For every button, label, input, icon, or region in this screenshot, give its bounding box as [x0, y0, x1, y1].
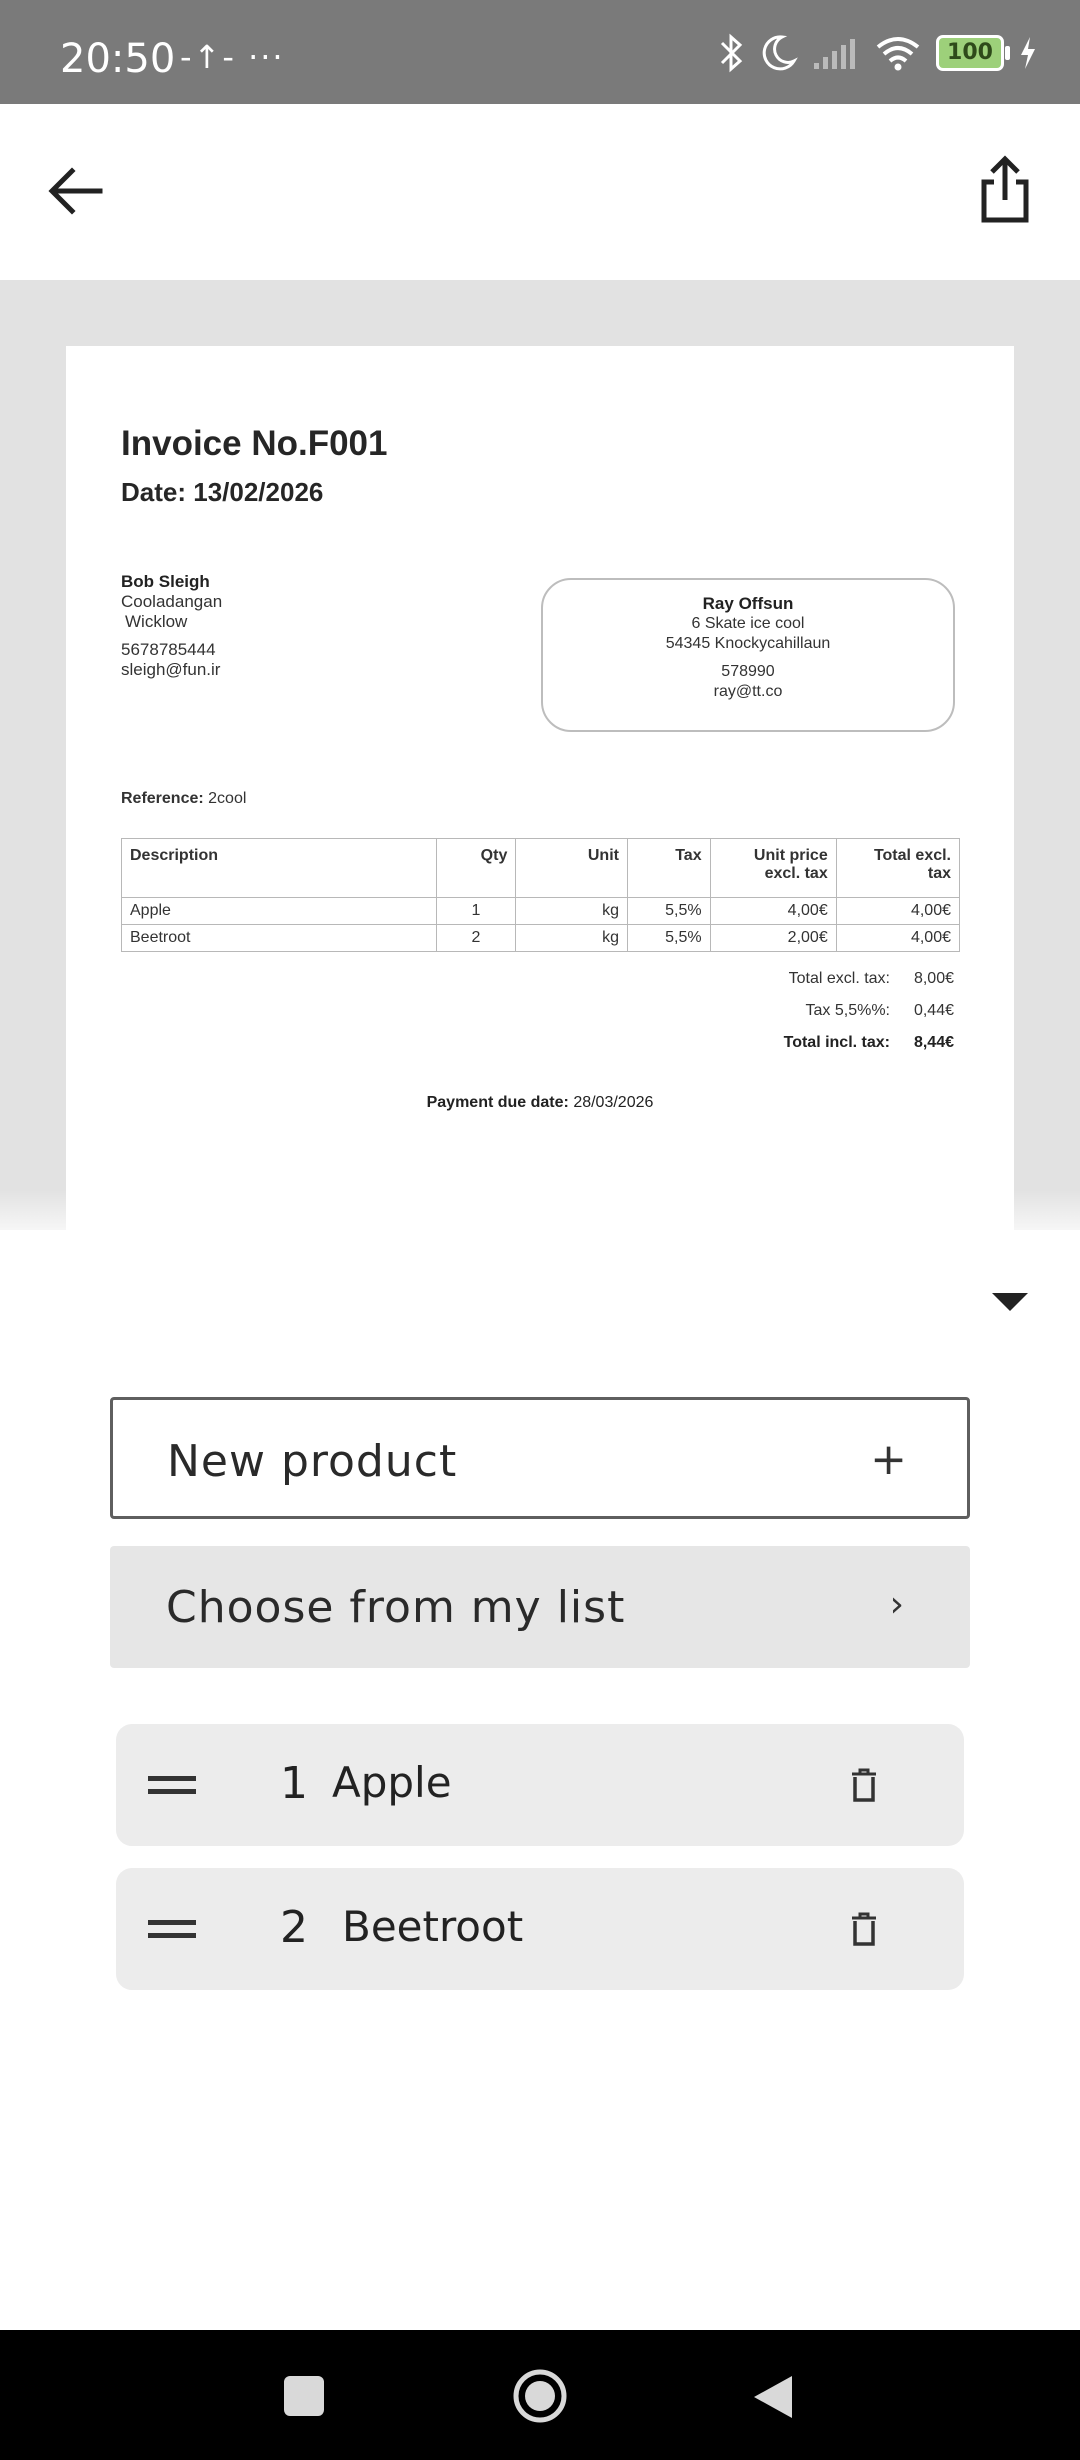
payment-due-value: 28/03/2026	[573, 1094, 654, 1111]
sender-email: sleigh@fun.ir	[121, 660, 221, 679]
app-bar	[0, 104, 1080, 280]
tax-label: Tax 5,5%%:	[805, 1002, 890, 1019]
invoice-title: Invoice No.F001	[121, 424, 388, 463]
charging-icon	[1018, 35, 1038, 71]
col-unit: Unit	[516, 839, 628, 898]
tax-value: 0,44€	[913, 1002, 954, 1019]
cell-total: 4,00€	[836, 898, 959, 925]
cell-qty: 2	[436, 925, 516, 952]
col-unit-price-line2: excl. tax	[764, 865, 828, 882]
product-name: Beetroot	[342, 1902, 524, 1951]
cell-description: Apple	[122, 898, 437, 925]
invoice-page	[66, 346, 1014, 1230]
col-unit-price-line1: Unit price	[753, 847, 828, 864]
status-time: 20:50	[60, 36, 176, 82]
payment-due-label: Payment due date:	[426, 1094, 569, 1111]
total-incl-label: Total incl. tax:	[783, 1034, 890, 1051]
recipient-email: ray@tt.co	[713, 683, 783, 700]
preview-fade	[0, 1190, 1080, 1230]
new-product-label: New product	[167, 1436, 458, 1487]
product-name: Apple	[332, 1758, 452, 1807]
total-excl-value: 8,00€	[913, 970, 954, 987]
trash-icon[interactable]	[850, 1768, 878, 1802]
cell-tax: 5,5%	[627, 898, 710, 925]
sender-address-line2: Wicklow	[125, 612, 188, 631]
choose-from-list-label: Choose from my list	[166, 1582, 626, 1633]
plus-icon: +	[870, 1434, 907, 1485]
col-unit-price	[710, 839, 836, 898]
recipient-address-line2: 54345 Knockycahillaun	[665, 635, 831, 652]
signal-icon	[812, 35, 860, 71]
invoice-preview[interactable]	[0, 280, 1080, 1230]
wifi-icon	[874, 33, 922, 73]
invoice-table	[121, 838, 960, 952]
sender-block	[121, 572, 222, 680]
cell-unit-price: 2,00€	[710, 925, 836, 952]
recents-square-icon[interactable]	[284, 2376, 324, 2416]
status-bar	[0, 0, 1080, 104]
col-qty: Qty	[436, 839, 516, 898]
status-icons	[718, 28, 1038, 78]
product-item[interactable]	[116, 1724, 964, 1846]
cell-unit: kg	[516, 898, 628, 925]
navigation-bar	[0, 2330, 1080, 2460]
tax-row	[784, 1002, 954, 1020]
product-item[interactable]	[116, 1868, 964, 1990]
table-row	[122, 898, 960, 925]
cell-tax: 5,5%	[627, 925, 710, 952]
cell-description: Beetroot	[122, 925, 437, 952]
total-incl-row	[784, 1034, 954, 1052]
sender-address-line1: Cooladangan	[121, 592, 223, 611]
payment-due	[66, 1094, 1014, 1112]
sender-name: Bob Sleigh	[121, 572, 210, 591]
drag-handle-icon[interactable]	[148, 1918, 196, 1940]
status-extra-icons: -↑- ···	[180, 38, 285, 76]
home-circle-icon[interactable]	[512, 2368, 568, 2424]
col-total-line1: Total excl.	[873, 847, 951, 864]
reference	[121, 790, 246, 808]
cell-total: 4,00€	[836, 925, 959, 952]
invoice-date: Date: 13/02/2026	[121, 477, 324, 507]
chevron-right-icon: ›	[889, 1584, 904, 1625]
cell-qty: 1	[436, 898, 516, 925]
moon-icon	[760, 33, 798, 73]
choose-from-list-button[interactable]	[110, 1546, 970, 1668]
reference-label: Reference:	[121, 790, 204, 807]
product-number: 2	[280, 1902, 308, 1953]
recipient-address-line1: 6 Skate ice cool	[691, 615, 805, 632]
back-triangle-icon[interactable]	[752, 2374, 794, 2420]
recipient-block	[541, 578, 955, 732]
totals-block	[784, 970, 954, 1066]
new-product-button[interactable]	[110, 1397, 970, 1519]
total-incl-value: 8,44€	[913, 1034, 954, 1051]
col-total-line2: tax	[927, 865, 951, 882]
table-row	[122, 925, 960, 952]
col-tax: Tax	[627, 839, 710, 898]
recipient-name: Ray Offsun	[702, 594, 794, 613]
product-number: 1	[280, 1758, 308, 1809]
cell-unit-price: 4,00€	[710, 898, 836, 925]
trash-icon[interactable]	[850, 1912, 878, 1946]
share-icon[interactable]	[970, 154, 1040, 228]
cell-unit: kg	[516, 925, 628, 952]
total-excl-label: Total excl. tax:	[788, 970, 890, 987]
sender-phone: 5678785444	[121, 640, 216, 659]
arrow-left-icon[interactable]	[44, 159, 108, 223]
triangle-down-icon[interactable]	[990, 1290, 1030, 1314]
recipient-phone: 578990	[721, 663, 775, 680]
col-description: Description	[122, 839, 437, 898]
battery-icon: 100	[936, 35, 1004, 71]
col-total	[836, 839, 959, 898]
total-excl-row	[784, 970, 954, 988]
table-header-row	[122, 839, 960, 898]
reference-value: 2cool	[208, 790, 247, 807]
drag-handle-icon[interactable]	[148, 1774, 196, 1796]
bluetooth-icon	[718, 33, 746, 73]
